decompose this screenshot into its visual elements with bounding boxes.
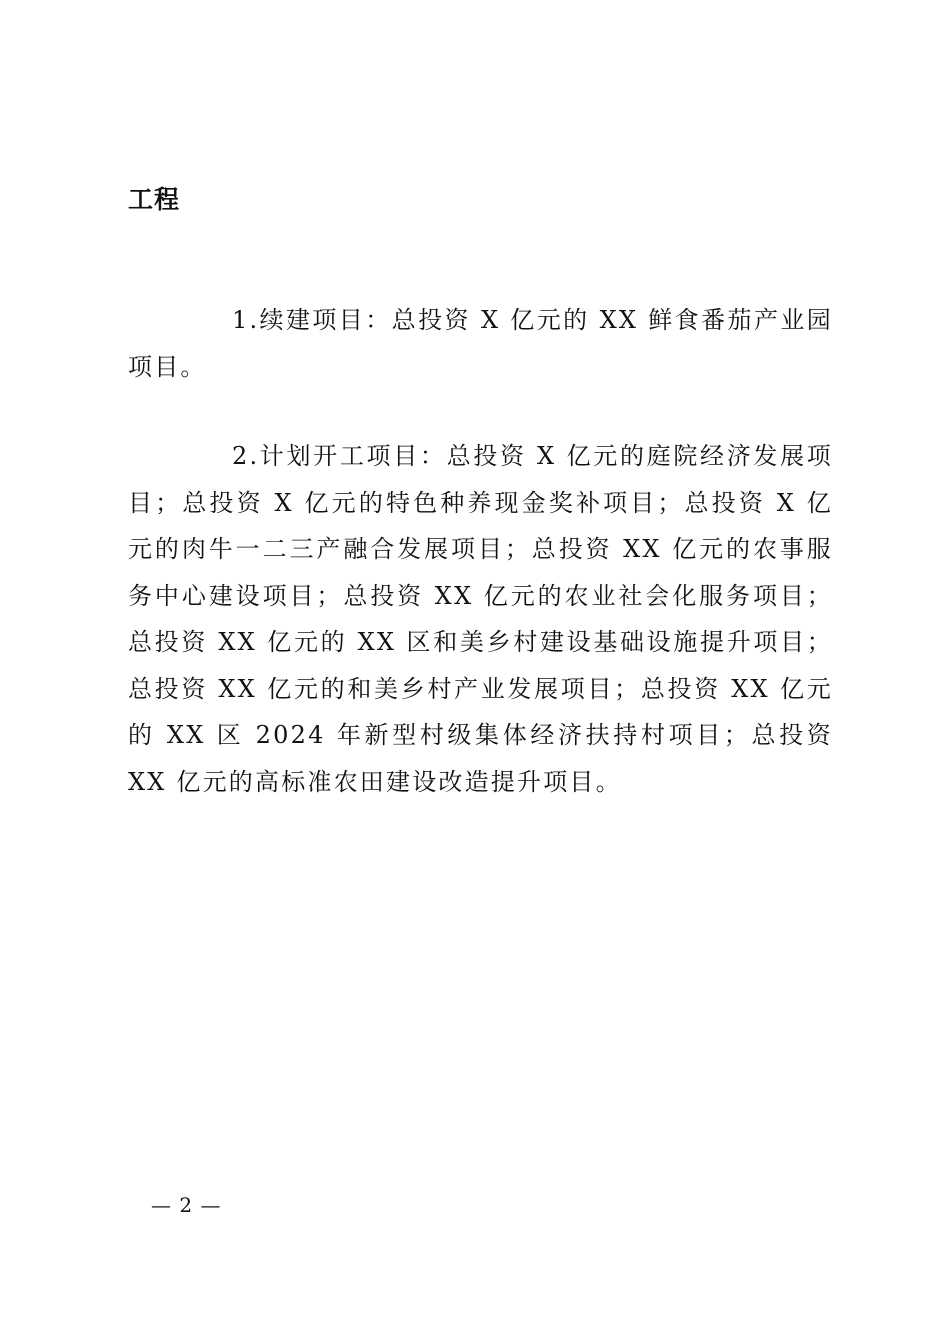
paragraph-continuing-projects: 1.续建项目：总投资 X 亿元的 XX 鲜食番茄产业园项目。 xyxy=(128,306,833,381)
section-heading: 工程 xyxy=(128,185,181,214)
page-number: — 2 — xyxy=(151,1193,222,1217)
paragraph-planned-projects: 2.计划开工项目：总投资 X 亿元的庭院经济发展项目；总投资 X 亿元的特色种养现金奖补项目；总投资 X 亿元的肉牛一二三产融合发展项目；总投资 XX 亿元的农事服务中心建设项目；总投资 XX 亿元的农业社会化服务项目；总投资 XX 亿元的 XX 区和美乡村建设基础设施提升项目；总投资 XX 亿元的和美乡村产业发展项目；总投资 XX 亿元的 XX 区 2024 年新型村级集体经济扶持村项目；总投资 XX 亿元的高标准农田建设改造提升项目。 xyxy=(128,442,833,796)
